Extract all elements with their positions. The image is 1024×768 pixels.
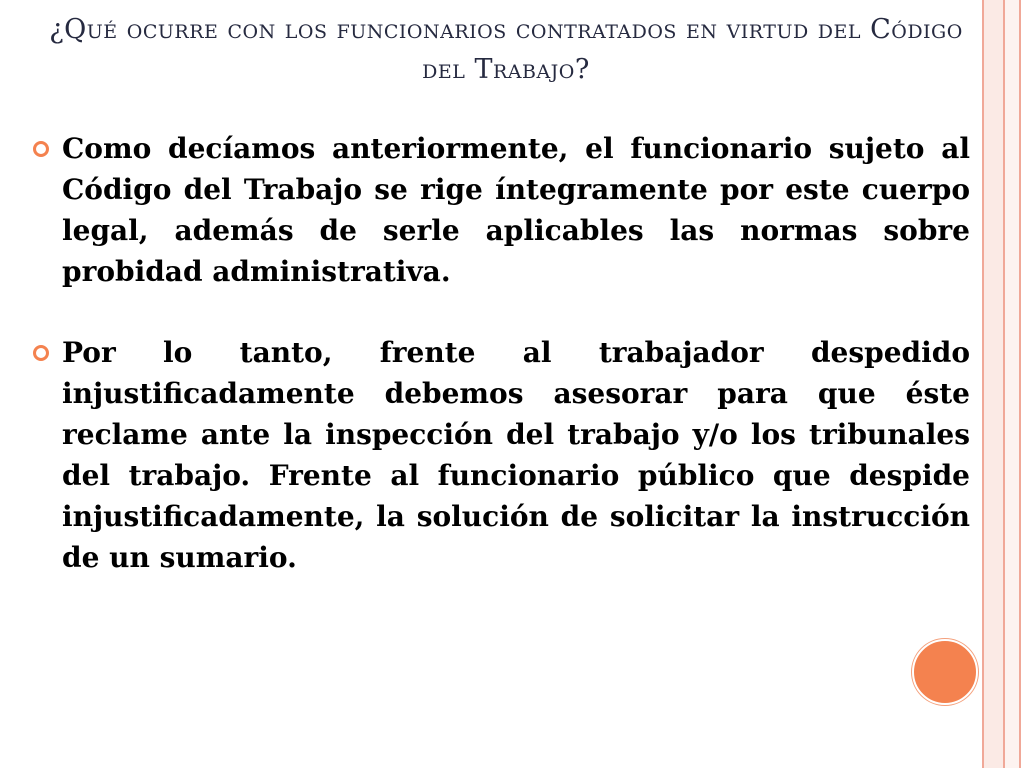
border-line: [982, 0, 984, 768]
circle-bullet-icon: [33, 345, 49, 361]
decorative-circle-icon: [912, 639, 978, 705]
circle-bullet-icon: [33, 141, 49, 157]
border-line: [1019, 0, 1021, 768]
slide-title: ¿Qué ocurre con los funcionarios contratados en virtud del Código del Trabajo?: [49, 14, 963, 85]
bullet-text: Como decíamos anteriormente, el funcionario sujeto al Código del Trabajo se rige íntegramente por este cuerpo legal, además de serle aplicables las normas sobre probidad administrativa.: [62, 132, 970, 288]
border-panel-inner: [1005, 0, 1019, 768]
bullet-text: Por lo tanto, frente al trabajador despedido injustificadamente debemos asesorar para que éste reclame ante la inspección del trabajo y/o los tribunales del trabajo. Frente al funcionario público que despide injustificadamente, la solución de solicitar la instrucción de un sumario.: [62, 336, 970, 574]
bullet-item: [30, 128, 970, 292]
border-line: [1003, 0, 1005, 768]
bullet-item: [30, 332, 970, 578]
slide-content: [30, 128, 970, 578]
border-panel: [984, 0, 1003, 768]
